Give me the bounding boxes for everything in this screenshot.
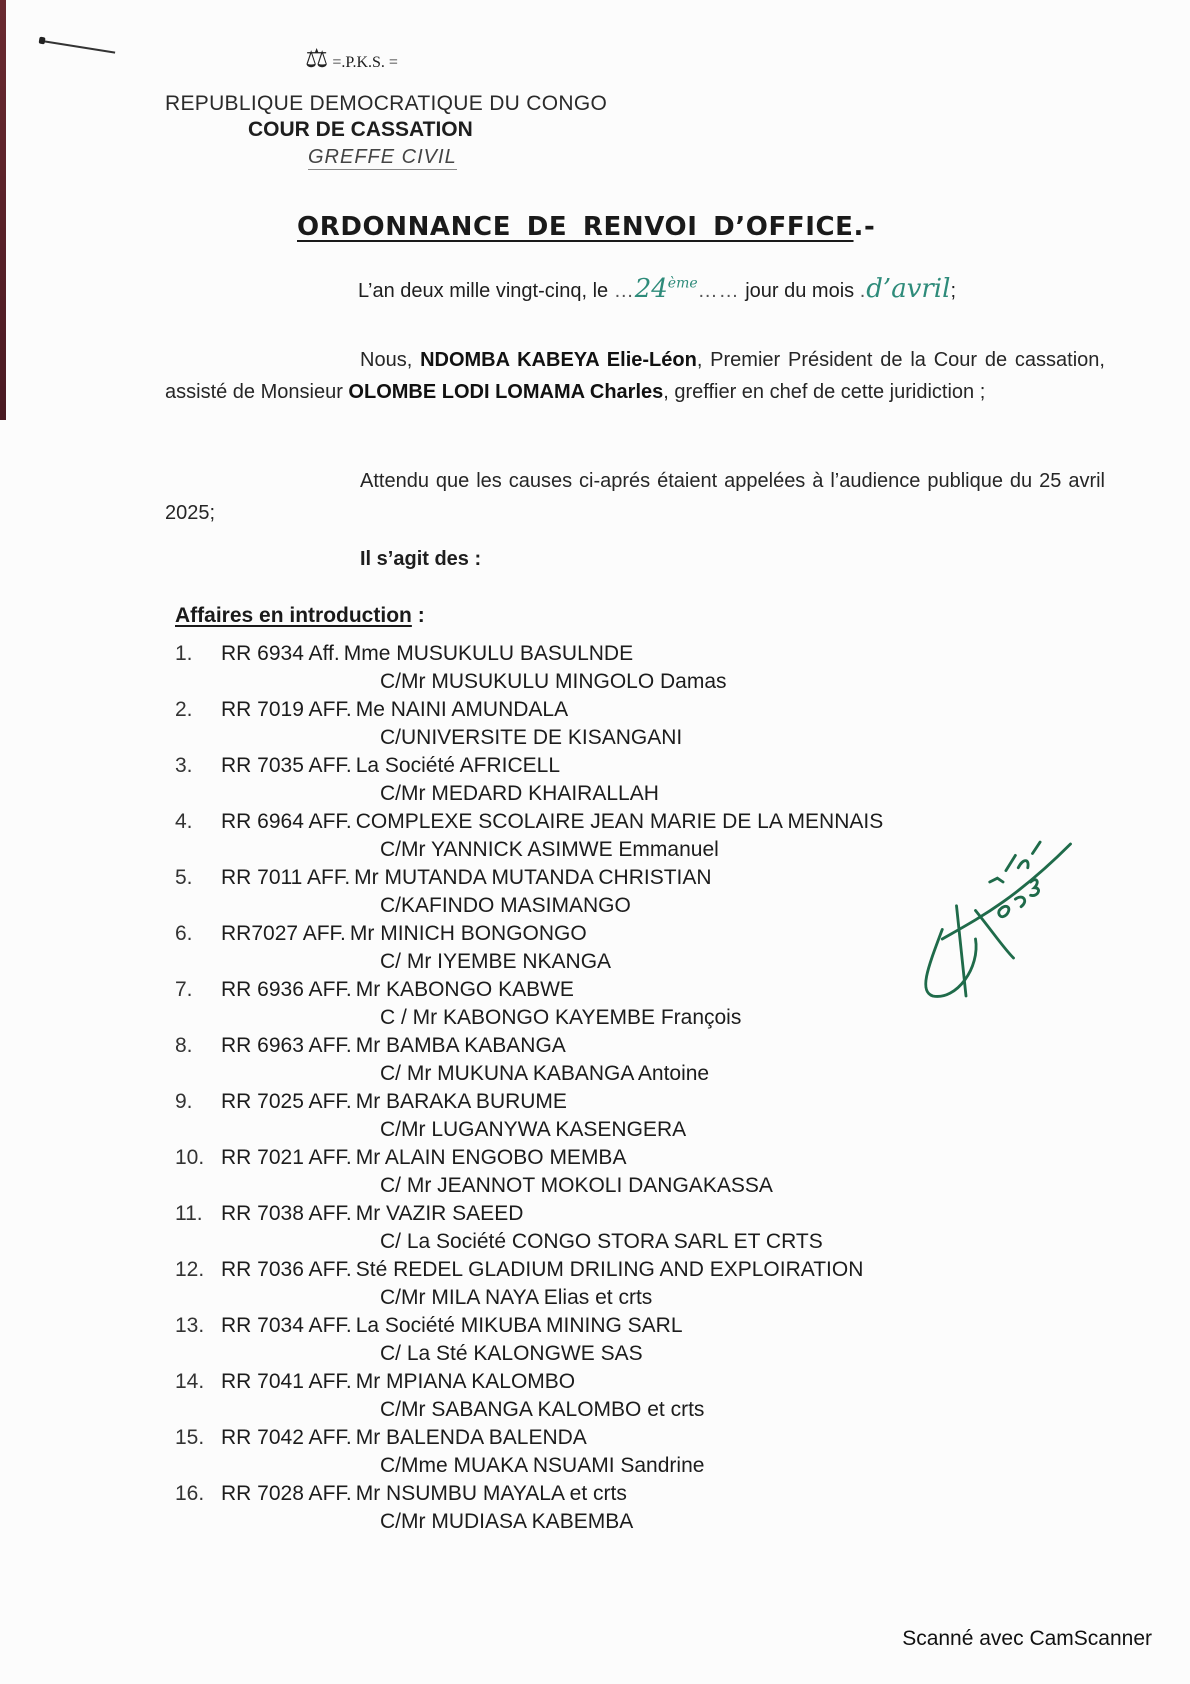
case-appellant: Mr MUTANDA MUTANDA CHRISTIAN <box>354 866 712 889</box>
republic-name: REPUBLIQUE DEMOCRATIQUE DU CONGO <box>165 92 608 115</box>
case-item <box>175 1482 1055 1538</box>
case-reference <box>221 1482 627 1506</box>
date-line: L’an deux mille vingt-cinq, le …24ème…… jour du mois .d’avril; <box>358 274 957 304</box>
case-item <box>175 1314 1055 1370</box>
date-prefix: L’an deux mille vingt-cinq, le <box>358 280 614 302</box>
scales-of-justice-icon: ⚖ <box>305 44 329 74</box>
case-respondent: C/ Mr JEANNOT MOKOLI DANGAKASSA <box>380 1174 773 1197</box>
p1-text-2: , Premier Président de la Cour de cassation, assisté de Monsieur <box>165 349 1105 403</box>
case-number: 5. <box>175 866 193 889</box>
case-appellant: Mr BALENDA BALENDA <box>355 1426 587 1449</box>
case-reference <box>221 1370 575 1394</box>
case-respondent: C/Mr LUGANYWA KASENGERA <box>380 1118 687 1141</box>
case-appellant: Mr BARAKA BURUME <box>355 1090 567 1113</box>
section-heading <box>175 604 425 628</box>
case-ref-code: RR 7042 AFF. <box>221 1426 352 1449</box>
case-appellant: Mr VAZIR SAEED <box>355 1202 524 1225</box>
case-number: 15. <box>175 1426 205 1449</box>
case-ref-code: RR 7025 AFF. <box>221 1090 352 1113</box>
case-item <box>175 1258 1055 1314</box>
case-respondent: C/ Mr MUKUNA KABANGA Antoine <box>380 1062 710 1085</box>
case-ref-code: RR 7011 AFF. <box>221 866 351 889</box>
case-number: 10. <box>175 1146 205 1169</box>
title-text: ORDONNANCE DE RENVOI D’OFFICE <box>297 212 854 242</box>
case-number: 9. <box>175 1090 193 1113</box>
case-number: 4. <box>175 810 193 833</box>
case-respondent: C/ La Sté KALONGWE SAS <box>380 1342 643 1365</box>
case-number: 12. <box>175 1258 205 1281</box>
court-name: COUR DE CASSATION <box>248 118 473 141</box>
signature-date-stroke <box>999 880 1039 917</box>
case-ref-code: RR 7041 AFF. <box>221 1370 352 1393</box>
case-appellant: Mr MPIANA KALOMBO <box>355 1370 576 1393</box>
case-item <box>175 1426 1055 1482</box>
case-appellant: Mr ALAIN ENGOBO MEMBA <box>355 1146 627 1169</box>
case-respondent: C/Mr MILA NAYA Elias et crts <box>380 1286 653 1309</box>
case-item <box>175 1370 1055 1426</box>
section-colon: : <box>411 604 425 627</box>
scan-mark <box>42 40 115 54</box>
paragraph-attendu <box>165 465 1105 529</box>
day-suffix: ème <box>667 275 698 292</box>
case-number: 1. <box>175 642 193 665</box>
case-respondent: C/KAFINDO MASIMANGO <box>380 894 631 917</box>
case-ref-code: RR 6963 AFF. <box>221 1034 352 1057</box>
scan-edge-shadow <box>0 0 6 420</box>
handwritten-month: d’avril <box>866 274 951 304</box>
case-appellant: Mr NSUMBU MAYALA et crts <box>355 1482 627 1505</box>
case-number: 2. <box>175 698 193 721</box>
registry-name: GREFFE CIVIL <box>308 146 457 168</box>
p2-text: Attendu que les causes ci-aprés étaient appelées à l’audience publique du 25 avril 2025; <box>165 470 1105 524</box>
case-ref-code: RR 6936 AFF. <box>221 978 352 1001</box>
case-ref-code: RR 7028 AFF. <box>221 1482 352 1505</box>
case-respondent: C/Mr SABANGA KALOMBO et crts <box>380 1398 705 1421</box>
case-appellant: La Société MIKUBA MINING SARL <box>355 1314 683 1337</box>
case-item <box>175 642 1055 698</box>
case-respondent: C/Mr MUSUKULU MINGOLO Damas <box>380 670 727 693</box>
case-appellant: Mr MINICH BONGONGO <box>349 922 587 945</box>
case-ref-code: RR 7019 AFF. <box>221 698 352 721</box>
case-ref-code: RR 6934 Aff. <box>221 642 340 665</box>
case-respondent: C/ La Société CONGO STORA SARL ET CRTS <box>380 1230 823 1253</box>
case-reference <box>221 754 560 778</box>
pks-label: =.P.K.S. = <box>332 54 398 71</box>
signature-date-stroke <box>990 842 1040 882</box>
case-number: 16. <box>175 1482 205 1505</box>
signature-stroke <box>926 930 976 997</box>
case-number: 11. <box>175 1202 203 1225</box>
case-item <box>175 1146 1055 1202</box>
case-number: 3. <box>175 754 193 777</box>
case-respondent: C/Mr MUDIASA KABEMBA <box>380 1510 634 1533</box>
case-number: 8. <box>175 1034 193 1057</box>
case-respondent: C/Mme MUAKA NSUAMI Sandrine <box>380 1454 705 1477</box>
president-name: NDOMBA KABEYA Elie-Léon <box>420 349 697 371</box>
case-number: 7. <box>175 978 193 1001</box>
case-item <box>175 1090 1055 1146</box>
case-number: 14. <box>175 1370 205 1393</box>
case-item <box>175 1202 1055 1258</box>
case-ref-code: RR 6964 AFF. <box>221 810 352 833</box>
case-reference <box>221 1090 567 1114</box>
case-reference <box>221 698 568 722</box>
case-ref-code: RR 7035 AFF. <box>221 754 352 777</box>
emblem-line <box>305 46 398 72</box>
camscanner-watermark: Scanné avec CamScanner <box>902 1627 1152 1650</box>
intro-label: Il s’agit des : <box>360 548 482 570</box>
case-reference <box>221 978 574 1002</box>
case-respondent: C/ Mr IYEMBE NKANGA <box>380 950 612 973</box>
case-appellant: La Société AFRICELL <box>355 754 561 777</box>
case-ref-code: RR 7038 AFF. <box>221 1202 352 1225</box>
case-appellant: Sté REDEL GLADIUM DRILING AND EXPLOIRATION <box>355 1258 864 1281</box>
case-reference <box>221 1146 626 1170</box>
case-reference <box>221 1258 863 1282</box>
p1-text-3: , greffier en chef de cette juridiction ; <box>663 381 986 403</box>
case-reference <box>221 1314 683 1338</box>
case-respondent: C/Mr YANNICK ASIMWE Emmanuel <box>380 838 719 861</box>
case-reference <box>221 1426 587 1450</box>
case-number: 6. <box>175 922 193 945</box>
date-middle: jour du mois <box>739 280 860 302</box>
case-reference <box>221 866 712 890</box>
p1-text-1: Nous, <box>360 349 421 371</box>
case-ref-code: RR 7021 AFF. <box>221 1146 352 1169</box>
case-respondent: C/UNIVERSITE DE KISANGANI <box>380 726 683 749</box>
case-list <box>175 642 1055 1538</box>
case-appellant: Mr BAMBA KABANGA <box>355 1034 566 1057</box>
case-item <box>175 698 1055 754</box>
case-appellant: Mr KABONGO KABWE <box>355 978 574 1001</box>
handwritten-day <box>635 274 698 304</box>
clerk-name: OLOMBE LODI LOMAMA Charles <box>348 381 664 403</box>
date-end: ; <box>950 280 957 302</box>
case-appellant: Mme MUSUKULU BASULNDE <box>343 642 634 665</box>
case-respondent: C/Mr MEDARD KHAIRALLAH <box>380 782 659 805</box>
case-number: 13. <box>175 1314 205 1337</box>
signature-stroke <box>942 844 1070 939</box>
title-suffix: .- <box>853 212 876 242</box>
case-reference <box>221 1034 566 1058</box>
case-ref-code: RR 7034 AFF. <box>221 1314 352 1337</box>
day-value: 24 <box>634 274 668 304</box>
case-reference <box>221 810 883 834</box>
section-title: Affaires en introduction <box>175 604 412 627</box>
case-appellant: Me NAINI AMUNDALA <box>355 698 569 721</box>
case-respondent: C / Mr KABONGO KAYEMBE François <box>380 1006 742 1029</box>
case-ref-code: RR7027 AFF. <box>221 922 346 945</box>
signature-stroke <box>976 911 1014 959</box>
case-item <box>175 1034 1055 1090</box>
case-reference <box>221 922 587 946</box>
case-appellant: COMPLEXE SCOLAIRE JEAN MARIE DE LA MENNAIS <box>355 810 884 833</box>
case-reference <box>221 1202 523 1226</box>
case-item <box>175 754 1055 810</box>
case-ref-code: RR 7036 AFF. <box>221 1258 352 1281</box>
case-reference <box>221 642 633 666</box>
paragraph-parties <box>165 344 1105 408</box>
handwritten-signature-icon <box>890 820 1080 1020</box>
document-title <box>297 212 875 242</box>
